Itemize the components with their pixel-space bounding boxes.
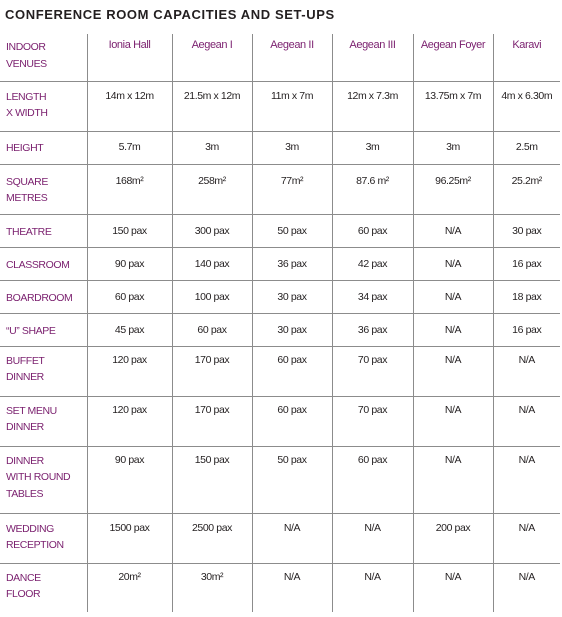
capacity-table [0, 34, 560, 612]
table-cell: 50 pax [252, 446, 332, 513]
table-cell: N/A [413, 396, 493, 446]
row-label-line: CLASSROOM [6, 258, 70, 271]
table-cell: 16 pax [493, 247, 560, 280]
table-cell: 87.6 m² [332, 164, 413, 214]
row-label-line: THEATRE [6, 225, 52, 238]
corner-label-line: INDOOR [6, 41, 46, 53]
table-cell: 3m [413, 131, 493, 164]
table-cell: 90 pax [87, 446, 172, 513]
corner-label-line: VENUES [6, 57, 47, 70]
table-cell: 30m² [172, 563, 252, 612]
table-cell: 200 pax [413, 513, 493, 563]
table-row [0, 346, 560, 396]
table-cell: 2.5m [493, 131, 560, 164]
row-label [0, 313, 87, 346]
table-cell: 96.25m² [413, 164, 493, 214]
row-label-line: BOARDROOM [6, 291, 73, 304]
table-cell: N/A [413, 563, 493, 612]
row-label [0, 396, 87, 446]
table-cell: 2500 pax [172, 513, 252, 563]
table-cell: 120 pax [87, 346, 172, 396]
table-cell: 60 pax [252, 346, 332, 396]
table-cell: 36 pax [332, 313, 413, 346]
table-cell: N/A [493, 396, 560, 446]
venue-header: Aegean Foyer [413, 34, 493, 81]
row-label [0, 563, 87, 612]
row-label-line: “U” SHAPE [6, 324, 56, 337]
venue-header: Aegean I [172, 34, 252, 81]
row-label [0, 346, 87, 396]
table-cell: N/A [252, 513, 332, 563]
row-label-line: RECEPTION [6, 539, 64, 551]
row-label [0, 81, 87, 131]
row-label-line: DANCE [6, 571, 41, 584]
corner-label [0, 34, 87, 81]
row-label-line: X WIDTH [6, 107, 48, 119]
row-label-line: TABLES [6, 487, 44, 500]
table-cell: 70 pax [332, 396, 413, 446]
table-cell: 60 pax [252, 396, 332, 446]
table-cell: N/A [252, 563, 332, 612]
table-cell: 4m x 6.30m [493, 81, 560, 131]
table-cell: 14m x 12m [87, 81, 172, 131]
table-cell: 12m x 7.3m [332, 81, 413, 131]
table-cell: 150 pax [172, 446, 252, 513]
row-label-line: HEIGHT [6, 141, 44, 154]
row-label-line: SQUARE [6, 175, 48, 188]
table-cell: N/A [332, 513, 413, 563]
table-cell: 60 pax [172, 313, 252, 346]
table-row [0, 563, 560, 612]
row-label [0, 131, 87, 164]
table-row [0, 131, 560, 164]
table-cell: 18 pax [493, 280, 560, 313]
row-label-line: FLOOR [6, 588, 41, 600]
table-cell: 42 pax [332, 247, 413, 280]
row-label-line: WEDDING [6, 522, 54, 535]
row-label-line: LENGTH [6, 90, 47, 103]
venue-header: Aegean II [252, 34, 332, 81]
venue-header: Karavi [493, 34, 560, 81]
table-cell: 70 pax [332, 346, 413, 396]
table-row [0, 313, 560, 346]
row-label [0, 214, 87, 247]
table-cell: 1500 pax [87, 513, 172, 563]
page-title: CONFERENCE ROOM CAPACITIES AND SET-UPS [5, 7, 335, 22]
table-row [0, 247, 560, 280]
table-cell: N/A [413, 313, 493, 346]
table-cell: 90 pax [87, 247, 172, 280]
table-cell: 45 pax [87, 313, 172, 346]
row-label [0, 280, 87, 313]
table-cell: 60 pax [87, 280, 172, 313]
table-cell: 3m [172, 131, 252, 164]
row-label-line: DINNER [6, 371, 44, 383]
table-cell: 170 pax [172, 396, 252, 446]
row-label [0, 247, 87, 280]
row-label-line: SET MENU [6, 404, 57, 417]
table-cell: 30 pax [493, 214, 560, 247]
table-row [0, 446, 560, 513]
table-cell: 77m² [252, 164, 332, 214]
table-row [0, 280, 560, 313]
table-cell: N/A [493, 346, 560, 396]
table-cell: 3m [252, 131, 332, 164]
row-label [0, 446, 87, 513]
table-cell: 60 pax [332, 214, 413, 247]
table-cell: N/A [493, 513, 560, 563]
table-cell: 100 pax [172, 280, 252, 313]
row-label-line: WITH ROUND [6, 471, 71, 483]
table-cell: N/A [413, 247, 493, 280]
table-cell: 50 pax [252, 214, 332, 247]
row-label [0, 164, 87, 214]
table-cell: 25.2m² [493, 164, 560, 214]
table-cell: 60 pax [332, 446, 413, 513]
table-cell: N/A [493, 563, 560, 612]
venue-header: Ionia Hall [87, 34, 172, 81]
table-cell: N/A [413, 346, 493, 396]
table-cell: 258m² [172, 164, 252, 214]
row-label-line: METRES [6, 192, 48, 204]
row-label-line: BUFFET [6, 354, 45, 367]
table-cell: 300 pax [172, 214, 252, 247]
table-cell: N/A [413, 446, 493, 513]
table-cell: 13.75m x 7m [413, 81, 493, 131]
table-cell: 34 pax [332, 280, 413, 313]
table-cell: 30 pax [252, 280, 332, 313]
table-row [0, 81, 560, 131]
table-cell: 20m² [87, 563, 172, 612]
table-cell: 140 pax [172, 247, 252, 280]
table-cell: N/A [413, 214, 493, 247]
table-cell: 36 pax [252, 247, 332, 280]
table-cell: 30 pax [252, 313, 332, 346]
table-cell: 16 pax [493, 313, 560, 346]
row-label-line: DINNER [6, 454, 44, 467]
table-cell: 21.5m x 12m [172, 81, 252, 131]
table-row [0, 513, 560, 563]
table-cell: N/A [493, 446, 560, 513]
table-cell: 170 pax [172, 346, 252, 396]
table-cell: 3m [332, 131, 413, 164]
table-cell: N/A [413, 280, 493, 313]
table-cell: 5.7m [87, 131, 172, 164]
venue-header: Aegean III [332, 34, 413, 81]
row-label-line: DINNER [6, 421, 44, 433]
table-row [0, 396, 560, 446]
table-row [0, 164, 560, 214]
table-cell: 150 pax [87, 214, 172, 247]
table-row [0, 214, 560, 247]
table-cell: 11m x 7m [252, 81, 332, 131]
table-cell: N/A [332, 563, 413, 612]
row-label [0, 513, 87, 563]
table-cell: 168m² [87, 164, 172, 214]
table-cell: 120 pax [87, 396, 172, 446]
header-row [0, 34, 560, 81]
